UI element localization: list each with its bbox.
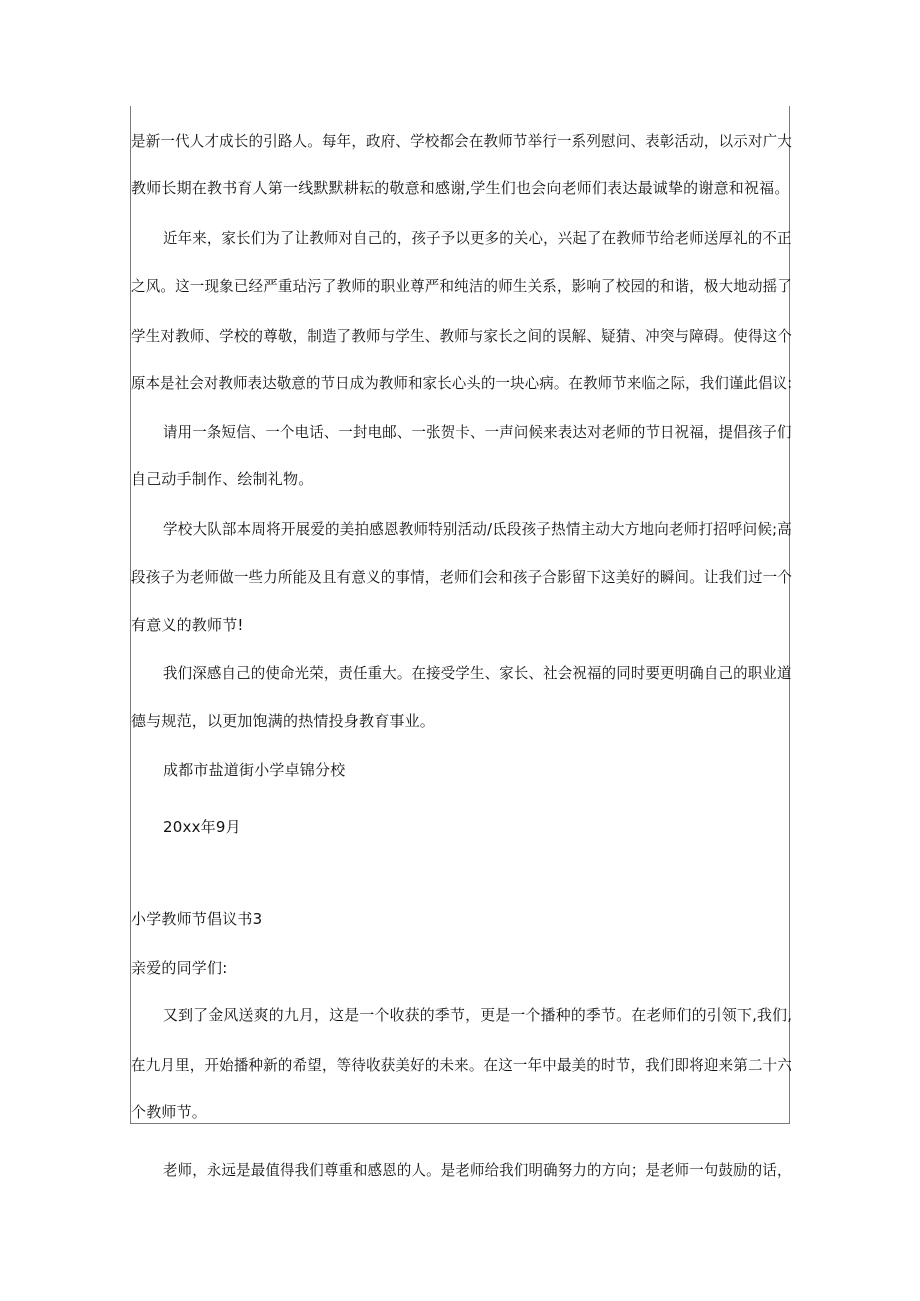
paragraph-line: 在九月里，开始播种新的希望，等待收获美好的未来。在这一年中最美的时节，我们即将迎来第二十六 <box>131 1056 793 1074</box>
paragraph-line: 个教师节。 <box>131 1103 208 1121</box>
paragraph-line: 是新一代人才成长的引路人。每年，政府、学校都会在教师节举行一系列慰问、表彰活动，以示对广大 <box>131 132 793 150</box>
paragraph-line: 教师长期在教书育人第一线默默耕耘的敬意和感谢,学生们也会向老师们表达最诚挚的谢意和祝福。 <box>131 179 790 197</box>
paragraph-line: 又到了金风送爽的九月，这是一个收获的季节，更是一个播种的季节。在老师们的引领下,我们, <box>163 1006 793 1024</box>
salutation: 亲爱的同学们: <box>131 959 228 977</box>
paragraph-line: 学生对教师、学校的尊敬，制造了教师与学生、教师与家长之间的误解、疑猜、冲突与障碍。使得这个 <box>131 327 793 345</box>
paragraph-line: 我们深感自己的使命光荣，责任重大。在接受学生、家长、社会祝福的同时要更明确自己的职业道 <box>163 664 792 682</box>
paragraph-line-after-frame: 老师，永远是最值得我们尊重和感恩的人。是老师给我们明确努力的方向；是老师一句鼓励的话， <box>163 1161 792 1179</box>
paragraph-line: 请用一条短信、一个电话、一封电邮、一张贺卡、一声问候来表达对老师的节日祝福，提倡孩子们 <box>163 423 792 441</box>
signature-school: 成都市盐道街小学卓锦分校 <box>163 761 346 779</box>
paragraph-line: 德与规范，以更加饱满的热情投身教育事业。 <box>131 712 436 730</box>
paragraph-line: 原本是社会对教师表达敬意的节日成为教师和家长心头的一块心病。在教师节来临之际，我们谨此倡议: <box>131 374 793 392</box>
paragraph-line: 段孩子为老师做一些力所能及且有意义的事情，老师们会和孩子合影留下这美好的瞬间。让我们过一个 <box>131 568 793 586</box>
paragraph-line: 近年来，家长们为了让教师对自己的，孩子予以更多的关心，兴起了在教师节给老师送厚礼的不正 <box>163 229 792 247</box>
paragraph-line: 学校大队部本周将开展爱的美拍感恩教师特别活动/氐段孩子热情主动大方地向老师打招呼问候;高 <box>163 520 792 538</box>
paragraph-line: 自己动手制作、绘制礼物。 <box>131 470 314 488</box>
paragraph-line: 之风。这一现象已经严重玷污了教师的职业尊严和纯洁的师生关系，影响了校园的和谐，极大地动摇了 <box>131 277 793 295</box>
signature-date: 20xx年9月 <box>163 818 241 836</box>
paragraph-line: 有意义的教师节! <box>131 616 244 634</box>
section-title: 小学教师节倡议书3 <box>131 910 263 928</box>
